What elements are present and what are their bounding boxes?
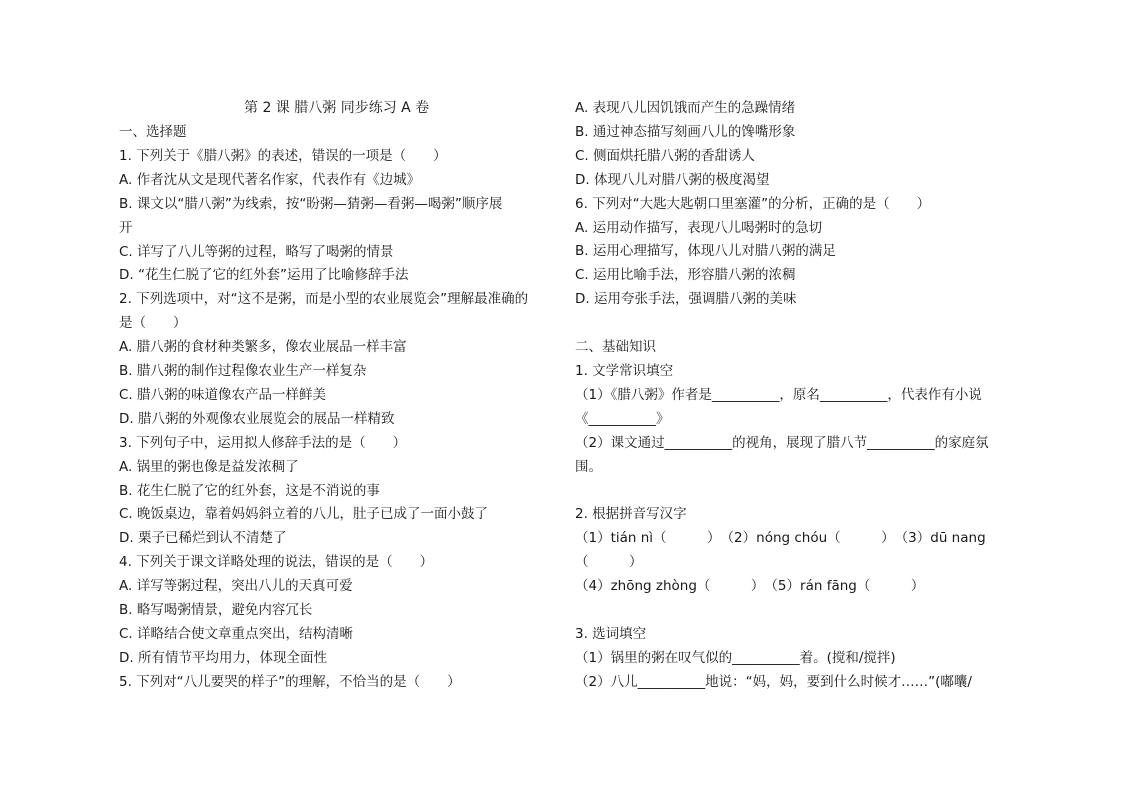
left-text-line: B. 略写喝粥情景，避免内容冗长 (119, 602, 313, 618)
left-text-line: 一、选择题 (119, 124, 187, 140)
left-text-line: C. 腊八粥的味道像农产品一样鲜美 (119, 386, 327, 403)
right-text-line: （1）锅里的粥在叹气似的__________着。(搅和/搅拌) (575, 649, 896, 666)
left-text-line: A. 腊八粥的食材种类繁多，像农业展品一样丰富 (119, 339, 407, 356)
right-text-line: A. 运用动作描写，表现八儿喝粥时的急切 (575, 219, 823, 236)
left-text-line: 是（ ） (119, 315, 187, 332)
left-text-line: A. 作者沈从文是现代著名作家，代表作有《边城》 (119, 171, 421, 188)
right-text-line: （2）课文通过__________的视角，展现了腊八节__________的家庭氛 (575, 434, 989, 451)
left-text-line: D. 所有情节平均用力，体现全面性 (119, 649, 327, 666)
right-text-line: 围。 (575, 458, 602, 475)
left-text-line: D. 栗子已稀烂到认不清楚了 (119, 530, 287, 547)
worksheet-title: 第 2 课 腊八粥 同步练习 A 卷 (244, 100, 430, 116)
left-text-line: C. 晚饭桌边，靠着妈妈斜立着的八儿，肚子已成了一面小鼓了 (119, 506, 489, 523)
right-text-line: B. 通过神态描写刻画八儿的馋嘴形象 (575, 123, 796, 140)
left-text-line: B. 花生仁脱了它的红外套，这是不消说的事 (119, 482, 380, 499)
left-text-line: 3. 下列句子中，运用拟人修辞手法的是（ ） (119, 434, 407, 451)
right-text-line: 《__________》 (575, 410, 670, 427)
left-text-line: 1. 下列关于《腊八粥》的表述，错误的一项是（ ） (119, 147, 447, 164)
left-text-line: 2. 下列选项中，对“这不是粥，而是小型的农业展览会”理解最准确的 (119, 291, 529, 308)
left-text-line: C. 详写了八儿等粥的过程，略写了喝粥的情景 (119, 243, 394, 260)
left-text-line: 开 (119, 219, 133, 236)
right-text-line: 1. 文学常识填空 (575, 362, 674, 379)
left-text-line: D. “花生仁脱了它的红外套”运用了比喻修辞手法 (119, 267, 409, 284)
right-text-line: C. 运用比喻手法，形容腊八粥的浓稠 (575, 267, 796, 284)
right-text-line: （ ） (575, 554, 643, 571)
right-text-line: （1）tián nì（ ） （2）nóng chóu（ ） （3）dū nang (575, 530, 986, 547)
left-text-line: D. 腊八粥的外观像农业展览会的展品一样精致 (119, 410, 395, 427)
left-text-line: C. 详略结合使文章重点突出，结构清晰 (119, 625, 354, 642)
left-text-line: B. 腊八粥的制作过程像农业生产一样复杂 (119, 363, 367, 379)
right-text-line: B. 运用心理描写，体现八儿对腊八粥的满足 (575, 243, 836, 260)
right-text-line: D. 运用夸张手法，强调腊八粥的美味 (575, 291, 797, 308)
left-text-line: 4. 下列关于课文详略处理的说法，错误的是（ ） (119, 554, 434, 571)
left-text-line: 5. 下列对“八儿要哭的样子”的理解，不恰当的是（ ） (119, 673, 461, 690)
right-text-line: （4）zhōng zhòng（ ） （5）rán fāng（ ） (575, 578, 925, 594)
right-text-line: D. 体现八儿对腊八粥的极度渴望 (575, 171, 770, 188)
left-text-line: B. 课文以“腊八粥”为线索，按“盼粥—猜粥—看粥—喝粥”顺序展 (119, 195, 503, 212)
left-text-line: A. 锅里的粥也像是益发浓稠了 (119, 458, 299, 475)
right-text-line: 3. 选词填空 (575, 625, 647, 642)
right-text-line: 6. 下列对“大匙大匙朝口里塞灌”的分析，正确的是（ ） (575, 195, 931, 212)
right-text-line: （1）《腊八粥》作者是__________，原名__________，代表作有小说 (575, 386, 982, 403)
right-text-line: C. 侧面烘托腊八粥的香甜诱人 (575, 147, 756, 164)
right-text-line: A. 表现八儿因饥饿而产生的急躁情绪 (575, 100, 796, 116)
right-text-line: （2）八儿__________地说：“妈，妈，要到什么时候才……”(嘟囔/ (575, 673, 972, 690)
right-text-line: 二、基础知识 (575, 339, 656, 355)
left-text-line: A. 详写等粥过程，突出八儿的天真可爱 (119, 578, 353, 595)
right-text-line: 2. 根据拼音写汉字 (575, 506, 687, 523)
